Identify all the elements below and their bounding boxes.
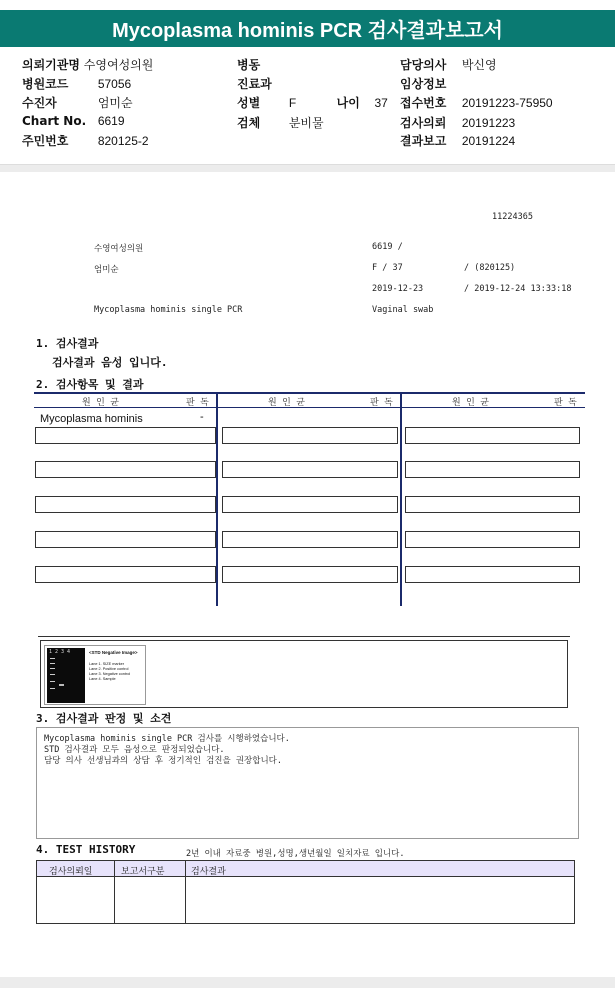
report-sex-age: F / 37 — [372, 263, 403, 273]
opinion-line: 담당 의사 선생님과의 상담 후 정기적인 검진을 권장합니다. — [44, 756, 283, 766]
label-ward: 병동 — [237, 58, 261, 72]
results-col-divider-2 — [400, 392, 402, 606]
header-separator — [0, 164, 615, 172]
result-cell — [35, 427, 216, 444]
label-doctor: 담당의사 — [400, 58, 447, 72]
result-cell — [405, 531, 580, 548]
result-cell — [222, 461, 398, 478]
opinion-line: STD 검사결과 모두 음성으로 판정되었습니다. — [44, 745, 225, 755]
value-sex: F — [288, 96, 297, 110]
label-requested: 검사의뢰 — [400, 116, 447, 130]
value-doctor: 박신영 — [461, 58, 497, 72]
report-date-received: 2019-12-23 — [372, 284, 424, 294]
header-row-specimen — [237, 114, 324, 131]
result-cell — [35, 461, 216, 478]
report-date-reported: / 2019-12-24 13:33:18 — [464, 284, 572, 294]
section1-heading: 1. 검사결과 — [36, 337, 99, 350]
label-age: 나이 — [336, 96, 360, 110]
header-row-dept — [237, 75, 272, 92]
report-title: Mycoplasma hominis PCR 검사결과보고서 — [112, 20, 503, 42]
gel-band — [50, 663, 55, 664]
history-col-report-type: 보고서구분 — [121, 867, 165, 877]
value-chart-no: 6619 — [97, 114, 125, 128]
result-cell — [222, 427, 398, 444]
col-header-result-1: 판 독 — [186, 398, 209, 408]
section2-heading: 2. 검사항목 및 결과 — [36, 378, 144, 391]
section4-note: 2년 이내 자료중 병원,성명,생년월일 일치자료 입니다. — [186, 849, 405, 859]
result-cell — [405, 461, 580, 478]
report-chart: 6619 / — [372, 242, 403, 252]
header-row-id-number — [22, 132, 149, 149]
footer-separator — [0, 977, 615, 988]
gel-lane-numbers: 1 2 3 4 — [49, 649, 71, 655]
header-row-patient — [22, 94, 133, 111]
header-row-requested — [400, 114, 515, 131]
result-cell — [35, 531, 216, 548]
report-id: 11224365 — [492, 212, 533, 222]
gel-legend-item: Lane 4. Sample — [89, 677, 116, 681]
gel-legend-item: Lane 3. Negative control — [89, 672, 131, 676]
header-row-doctor — [400, 56, 497, 73]
label-reported: 결과보고 — [400, 134, 447, 148]
history-col-result: 검사결과 — [191, 867, 226, 877]
results-table-top-border — [34, 392, 585, 394]
value-institution: 수영여성의원 — [83, 58, 154, 72]
header-row-clinical-info — [400, 75, 458, 92]
gel-band — [50, 688, 55, 689]
value-id-number: 820125-2 — [97, 134, 149, 148]
gel-thumbnail — [44, 645, 146, 705]
section3-heading: 3. 검사결과 판정 및 소견 — [36, 712, 172, 725]
result-cell — [35, 496, 216, 513]
col-header-pathogen-2: 원 인 균 — [268, 398, 305, 408]
label-institution: 의뢰기관명 — [22, 58, 80, 72]
col-header-pathogen-1: 원 인 균 — [82, 398, 119, 408]
col-header-pathogen-3: 원 인 균 — [452, 398, 489, 408]
label-sex: 성별 — [237, 96, 261, 110]
header-row-reported — [400, 132, 515, 149]
label-hospital-code: 병원코드 — [22, 77, 69, 91]
value-hospital-code: 57056 — [97, 77, 132, 91]
history-col-divider — [185, 861, 186, 923]
opinion-box — [36, 727, 579, 839]
report-test-name: Mycoplasma hominis single PCR — [94, 305, 243, 315]
history-col-divider — [114, 861, 115, 923]
label-accession: 접수번호 — [400, 96, 447, 110]
value-specimen: 분비물 — [288, 116, 324, 130]
value-patient: 엄미순 — [97, 96, 133, 110]
report-patient: 엄미순 — [94, 265, 119, 275]
history-table — [36, 860, 575, 924]
label-specimen: 검체 — [237, 116, 261, 130]
result-cell — [405, 496, 580, 513]
result-item-value: - — [200, 411, 204, 423]
value-age: 37 — [374, 96, 388, 110]
gel-band — [59, 684, 64, 686]
opinion-line: Mycoplasma hominis single PCR 검사를 시행하였습니다. — [44, 734, 290, 744]
col-header-result-3: 판 독 — [554, 398, 577, 408]
label-chart-no: Chart No. — [22, 114, 87, 128]
gel-band — [50, 681, 55, 682]
value-requested: 20191223 — [461, 116, 516, 130]
header-row-sex-age — [237, 94, 388, 111]
gel-band — [50, 674, 55, 675]
section4-heading: 4. TEST HISTORY — [36, 843, 136, 856]
history-col-request-date: 검사의뢰일 — [49, 867, 93, 877]
result-cell — [405, 427, 580, 444]
results-col-divider-1 — [216, 392, 218, 606]
result-cell — [405, 566, 580, 583]
value-reported: 20191224 — [461, 134, 516, 148]
gel-caption-title: <STD Negative Image> — [89, 650, 138, 655]
result-cell — [222, 531, 398, 548]
value-accession: 20191223-75950 — [461, 96, 553, 110]
result-item-pathogen: Mycoplasma hominis — [40, 413, 143, 425]
label-dept: 진료과 — [237, 77, 272, 91]
header-row-hospital-code — [22, 75, 131, 92]
gel-band — [50, 658, 55, 659]
gel-band — [50, 668, 55, 669]
header-row-institution — [22, 56, 153, 73]
result-cell — [35, 566, 216, 583]
report-title-banner — [0, 10, 615, 47]
gel-legend — [89, 662, 130, 682]
report-birth: / (820125) — [464, 263, 516, 273]
gel-legend-item: Lane 2. Positive control — [89, 667, 129, 671]
result-cell — [222, 496, 398, 513]
report-clinic: 수영여성의원 — [94, 244, 144, 254]
label-clinical-info: 임상정보 — [400, 77, 447, 91]
header-row-ward — [237, 56, 260, 73]
header-row-accession — [400, 94, 553, 111]
gel-top-rule — [38, 636, 570, 637]
gel-legend-item: Lane 1. SIZE marker — [89, 662, 125, 666]
label-id-number: 주민번호 — [22, 134, 69, 148]
report-specimen: Vaginal swab — [372, 305, 434, 315]
section1-result-text: 검사결과 음성 입니다. — [52, 356, 168, 369]
result-cell — [222, 566, 398, 583]
header-row-chart-no — [22, 114, 125, 128]
gel-photo — [47, 648, 85, 703]
col-header-result-2: 판 독 — [370, 398, 393, 408]
history-table-header — [36, 860, 575, 877]
label-patient: 수진자 — [22, 96, 57, 110]
